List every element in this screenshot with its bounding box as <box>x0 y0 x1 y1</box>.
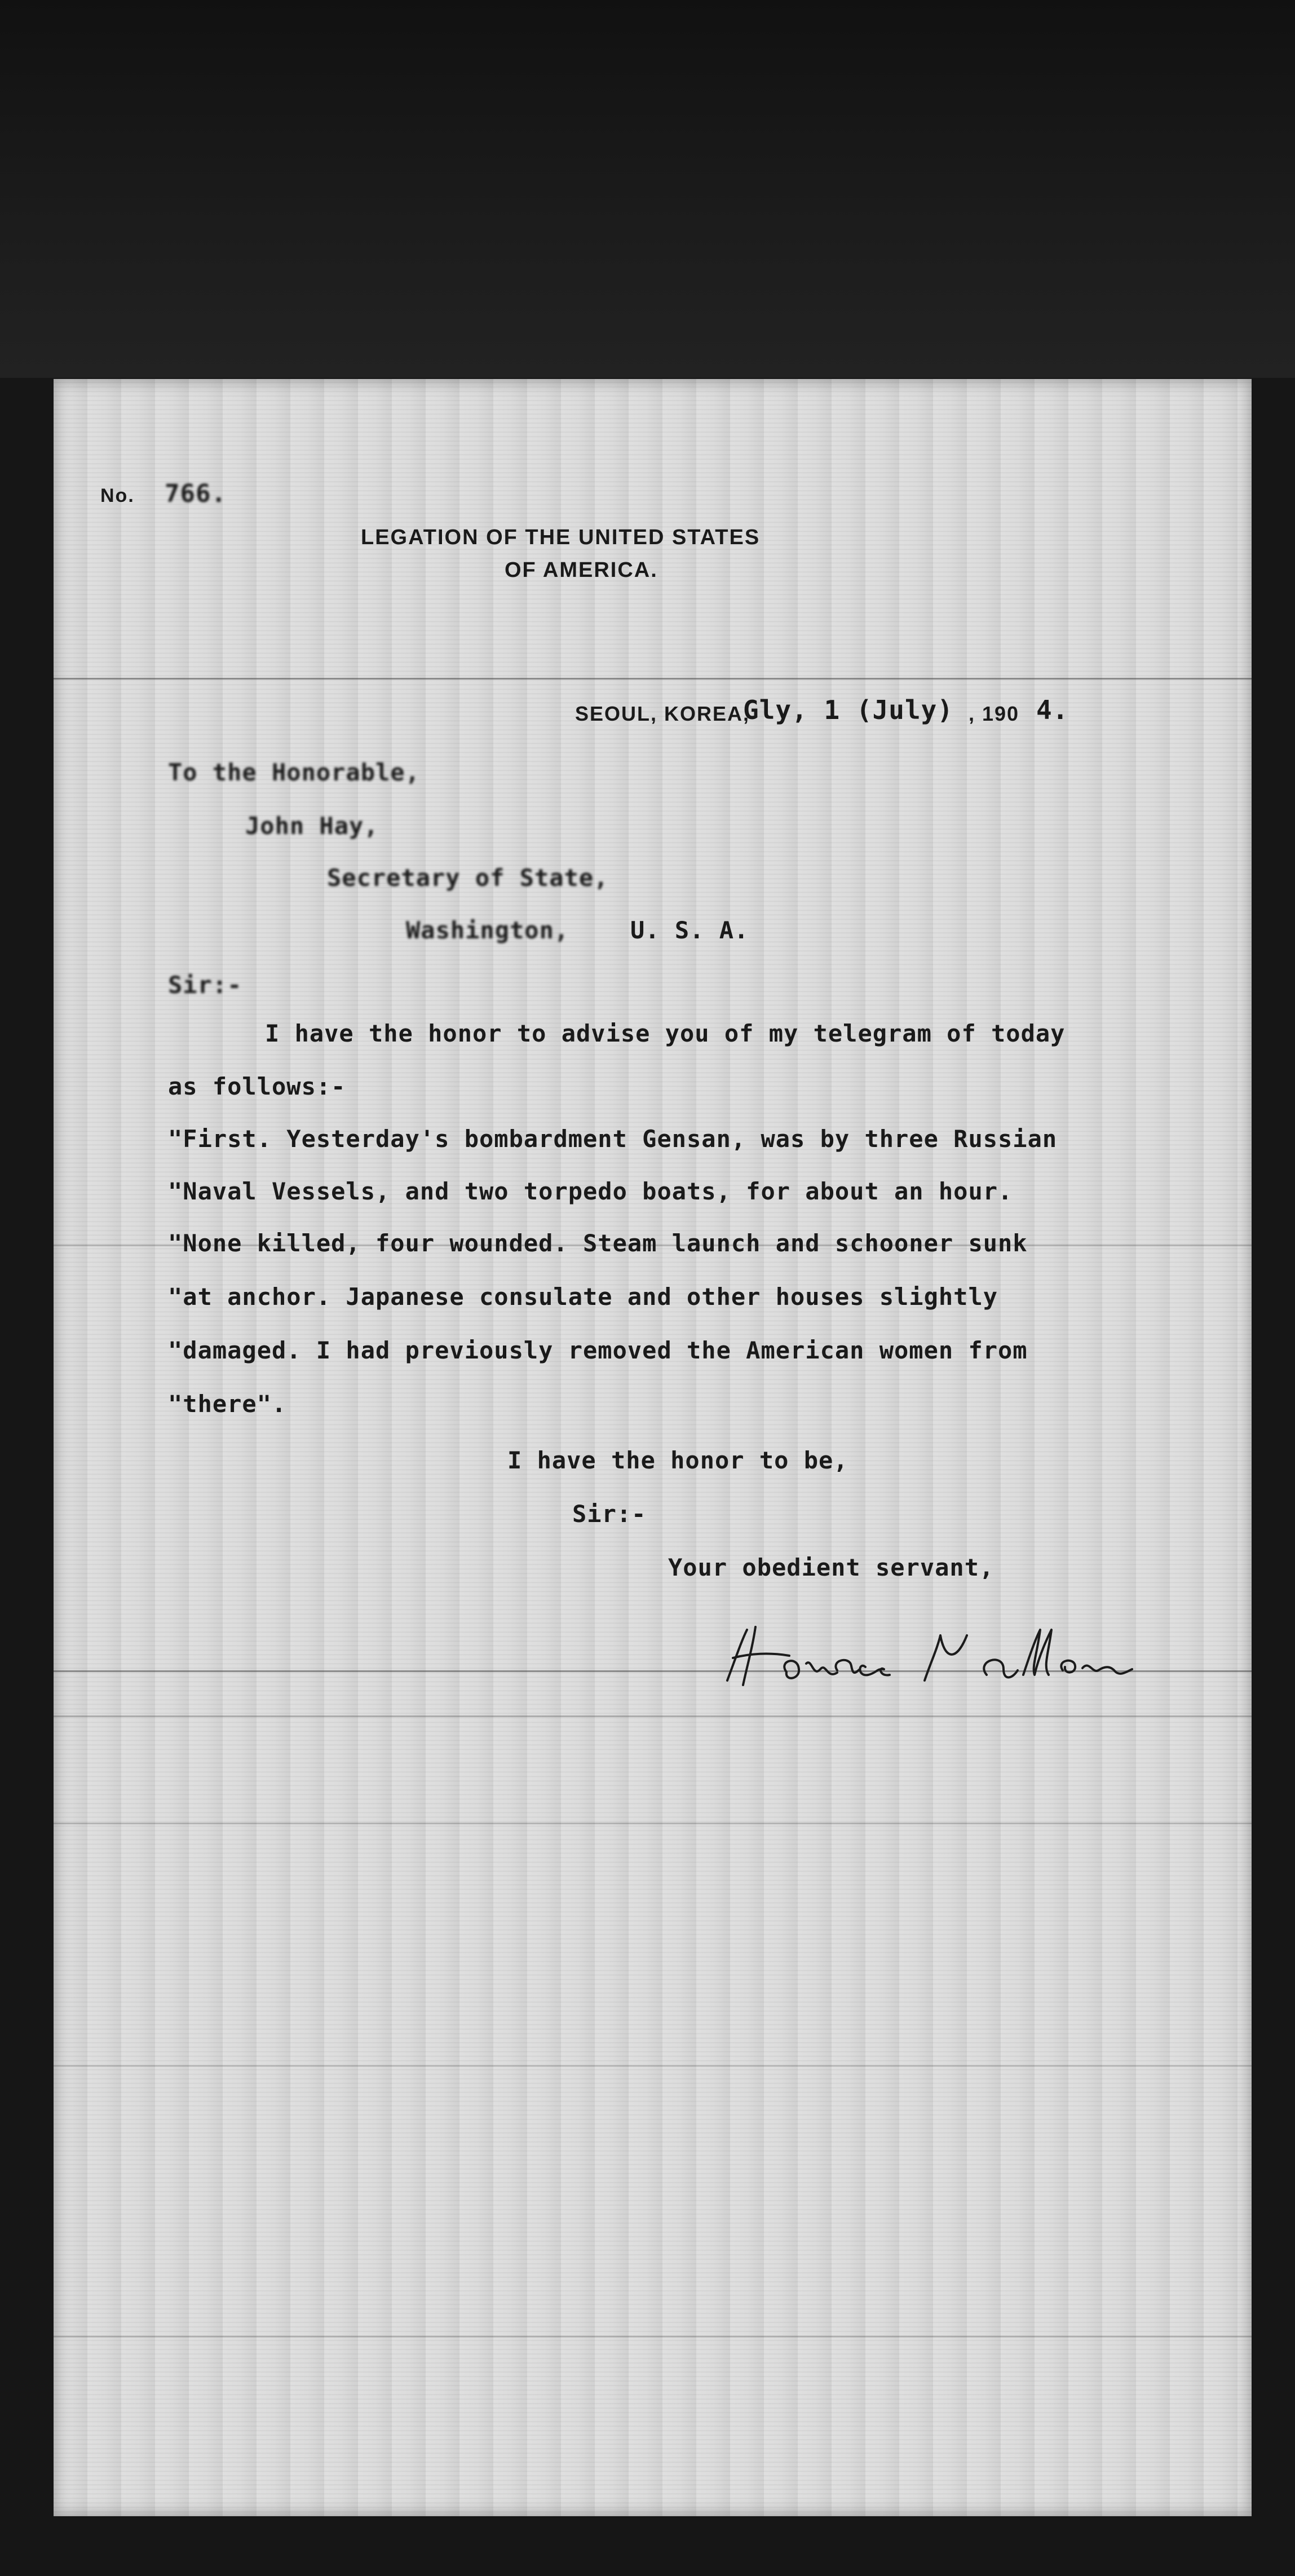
dateline-date: Gly, 1 (July) <box>743 695 954 725</box>
quote-line: "there". <box>168 1390 287 1418</box>
salutation: Sir:- <box>168 971 242 999</box>
addressee-line2: John Hay, <box>245 812 379 840</box>
closing-line2: Sir:- <box>572 1500 647 1528</box>
dateline-year-digit: 4. <box>1036 695 1069 725</box>
body-intro-line2: as follows:- <box>168 1073 346 1100</box>
addressee-country: U. S. A. <box>630 916 749 944</box>
paper-rule <box>54 678 1252 680</box>
letterhead-title-line1: LEGATION OF THE UNITED STATES <box>361 526 761 549</box>
letter-number: 766. <box>165 479 227 508</box>
dateline-year: , 190 <box>969 702 1020 725</box>
microfilm-border <box>0 0 1295 378</box>
quote-line: "First. Yesterday's bombardment Gensan, was by three Russian <box>168 1125 1058 1153</box>
paper-rule <box>54 1823 1252 1824</box>
closing-line1: I have the honor to be, <box>507 1446 848 1474</box>
paper-rule <box>54 1715 1252 1717</box>
quote-line: "Naval Vessels, and two torpedo boats, for about an hour. <box>168 1177 1013 1205</box>
body-intro-line1: I have the honor to advise you of my telegram of today <box>265 1020 1066 1047</box>
addressee-line3: Secretary of State, <box>327 864 609 892</box>
closing-line3: Your obedient servant, <box>668 1554 995 1581</box>
signature-image <box>716 1618 1190 1697</box>
quote-line: "at anchor. Japanese consulate and other houses slightly <box>168 1283 998 1311</box>
paper-rule <box>54 2336 1252 2337</box>
addressee-city: Washington, <box>406 916 569 944</box>
letterhead-title-line2: OF AMERICA. <box>505 558 658 582</box>
quote-line: "None killed, four wounded. Steam launch and schooner sunk <box>168 1229 1028 1257</box>
paper-rule <box>54 2065 1252 2067</box>
addressee-line1: To the Honorable, <box>168 758 420 786</box>
quote-line: "damaged. I had previously removed the American women from <box>168 1336 1028 1364</box>
number-label: No. <box>100 485 135 506</box>
dateline-place: SEOUL, KOREA, <box>575 702 750 725</box>
